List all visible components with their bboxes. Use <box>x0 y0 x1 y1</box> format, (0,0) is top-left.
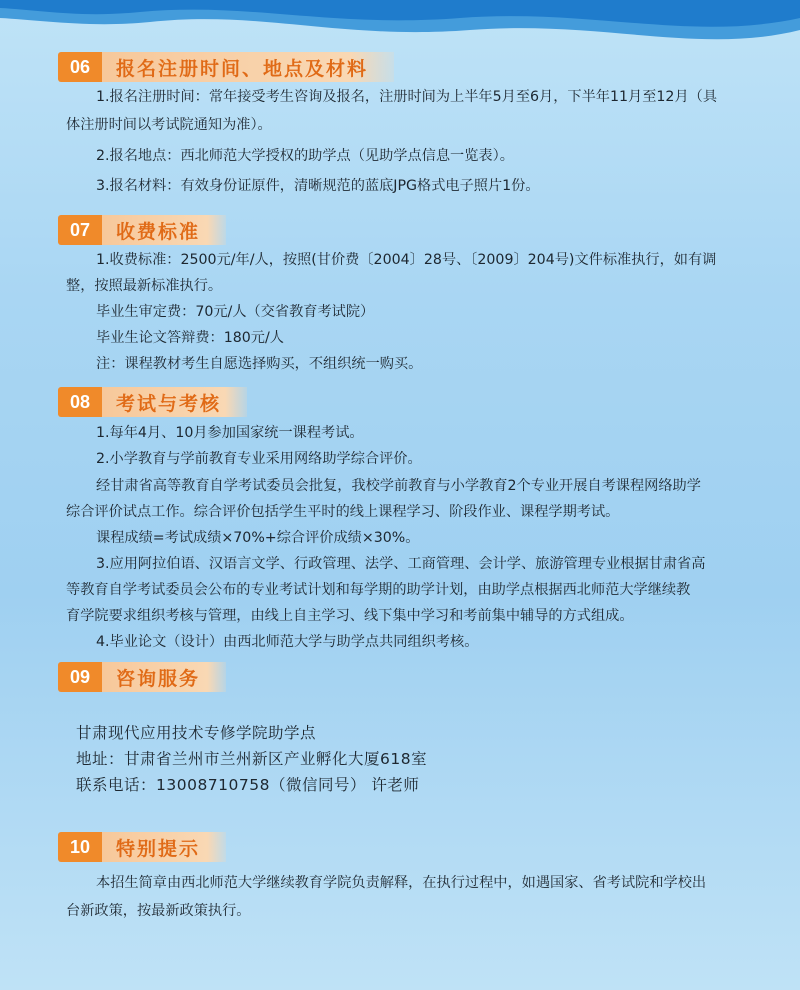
paragraph-line: 台新政策，按最新政策执行。 <box>66 903 251 919</box>
paragraph-line: 注：课程教材考生自愿选择购买，不组织统一购买。 <box>96 356 423 372</box>
paragraph-line: 4.毕业论文（设计）由西北师范大学与助学点共同组织考核。 <box>96 634 479 650</box>
paragraph-line: 整，按照最新标准执行。 <box>66 278 223 294</box>
section-title: 考试与考核 <box>102 387 247 417</box>
paragraph-line: 体注册时间以考试院通知为准）。 <box>66 117 272 133</box>
section-number: 09 <box>58 662 102 692</box>
paragraph-line: 综合评价试点工作。综合评价包括学生平时的线上课程学习、阶段作业、课程学期考试。 <box>66 504 620 520</box>
contact-address: 地址：甘肃省兰州市兰州新区产业孵化大厦618室 <box>76 750 428 768</box>
section-header <box>58 830 226 864</box>
section-header <box>58 50 394 84</box>
section-title: 咨询服务 <box>102 662 226 692</box>
paragraph-line: 本招生简章由西北师范大学继续教育学院负责解释，在执行过程中，如遇国家、省考试院和学校出 <box>96 875 707 891</box>
section-number: 10 <box>58 832 102 862</box>
section-number: 08 <box>58 387 102 417</box>
paragraph-line: 1.收费标准：2500元/年/人，按照(甘价费〔2004〕28号、〔2009〕204号)文件标准执行，如有调 <box>96 252 717 268</box>
paragraph-line: 3.报名材料：有效身份证原件，清晰规范的蓝底JPG格式电子照片1份。 <box>96 178 540 194</box>
paragraph-line: 课程成绩=考试成绩×70%+综合评价成绩×30%。 <box>96 530 420 546</box>
paragraph-line: 毕业生论文答辩费：180元/人 <box>96 330 284 346</box>
section-number: 07 <box>58 215 102 245</box>
paragraph-line: 育学院要求组织考核与管理，由线上自主学习、线下集中学习和考前集中辅导的方式组成。 <box>66 608 634 624</box>
section-number: 06 <box>58 52 102 82</box>
paragraph-line: 2.报名地点：西北师范大学授权的助学点（见助学点信息一览表）。 <box>96 148 514 164</box>
section-header <box>58 213 226 247</box>
section-title: 特别提示 <box>102 832 226 862</box>
paragraph-line: 3.应用阿拉伯语、汉语言文学、行政管理、法学、工商管理、会计学、旅游管理专业根据甘肃省高 <box>96 556 706 572</box>
paragraph-line: 毕业生审定费：70元/人（交省教育考试院） <box>96 304 375 320</box>
section-header <box>58 660 226 694</box>
contact-phone: 联系电话：13008710758（微信同号） 许老师 <box>76 776 420 794</box>
paragraph-line: 经甘肃省高等教育自学考试委员会批复，我校学前教育与小学教育2个专业开展自考课程网络助学 <box>96 478 701 494</box>
paragraph-line: 等教育自学考试委员会公布的专业考试计划和每学期的助学计划，由助学点根据西北师范大学继续教 <box>66 582 691 598</box>
paragraph-line: 1.报名注册时间：常年接受考生咨询及报名，注册时间为上半年5月至6月，下半年11月至12月（具 <box>96 89 718 105</box>
section-title: 收费标准 <box>102 215 226 245</box>
paragraph-line: 2.小学教育与学前教育专业采用网络助学综合评价。 <box>96 451 422 467</box>
section-header <box>58 385 247 419</box>
contact-org: 甘肃现代应用技术专修学院助学点 <box>76 724 317 742</box>
section-title: 报名注册时间、地点及材料 <box>102 52 394 82</box>
paragraph-line: 1.每年4月、10月参加国家统一课程考试。 <box>96 425 364 441</box>
